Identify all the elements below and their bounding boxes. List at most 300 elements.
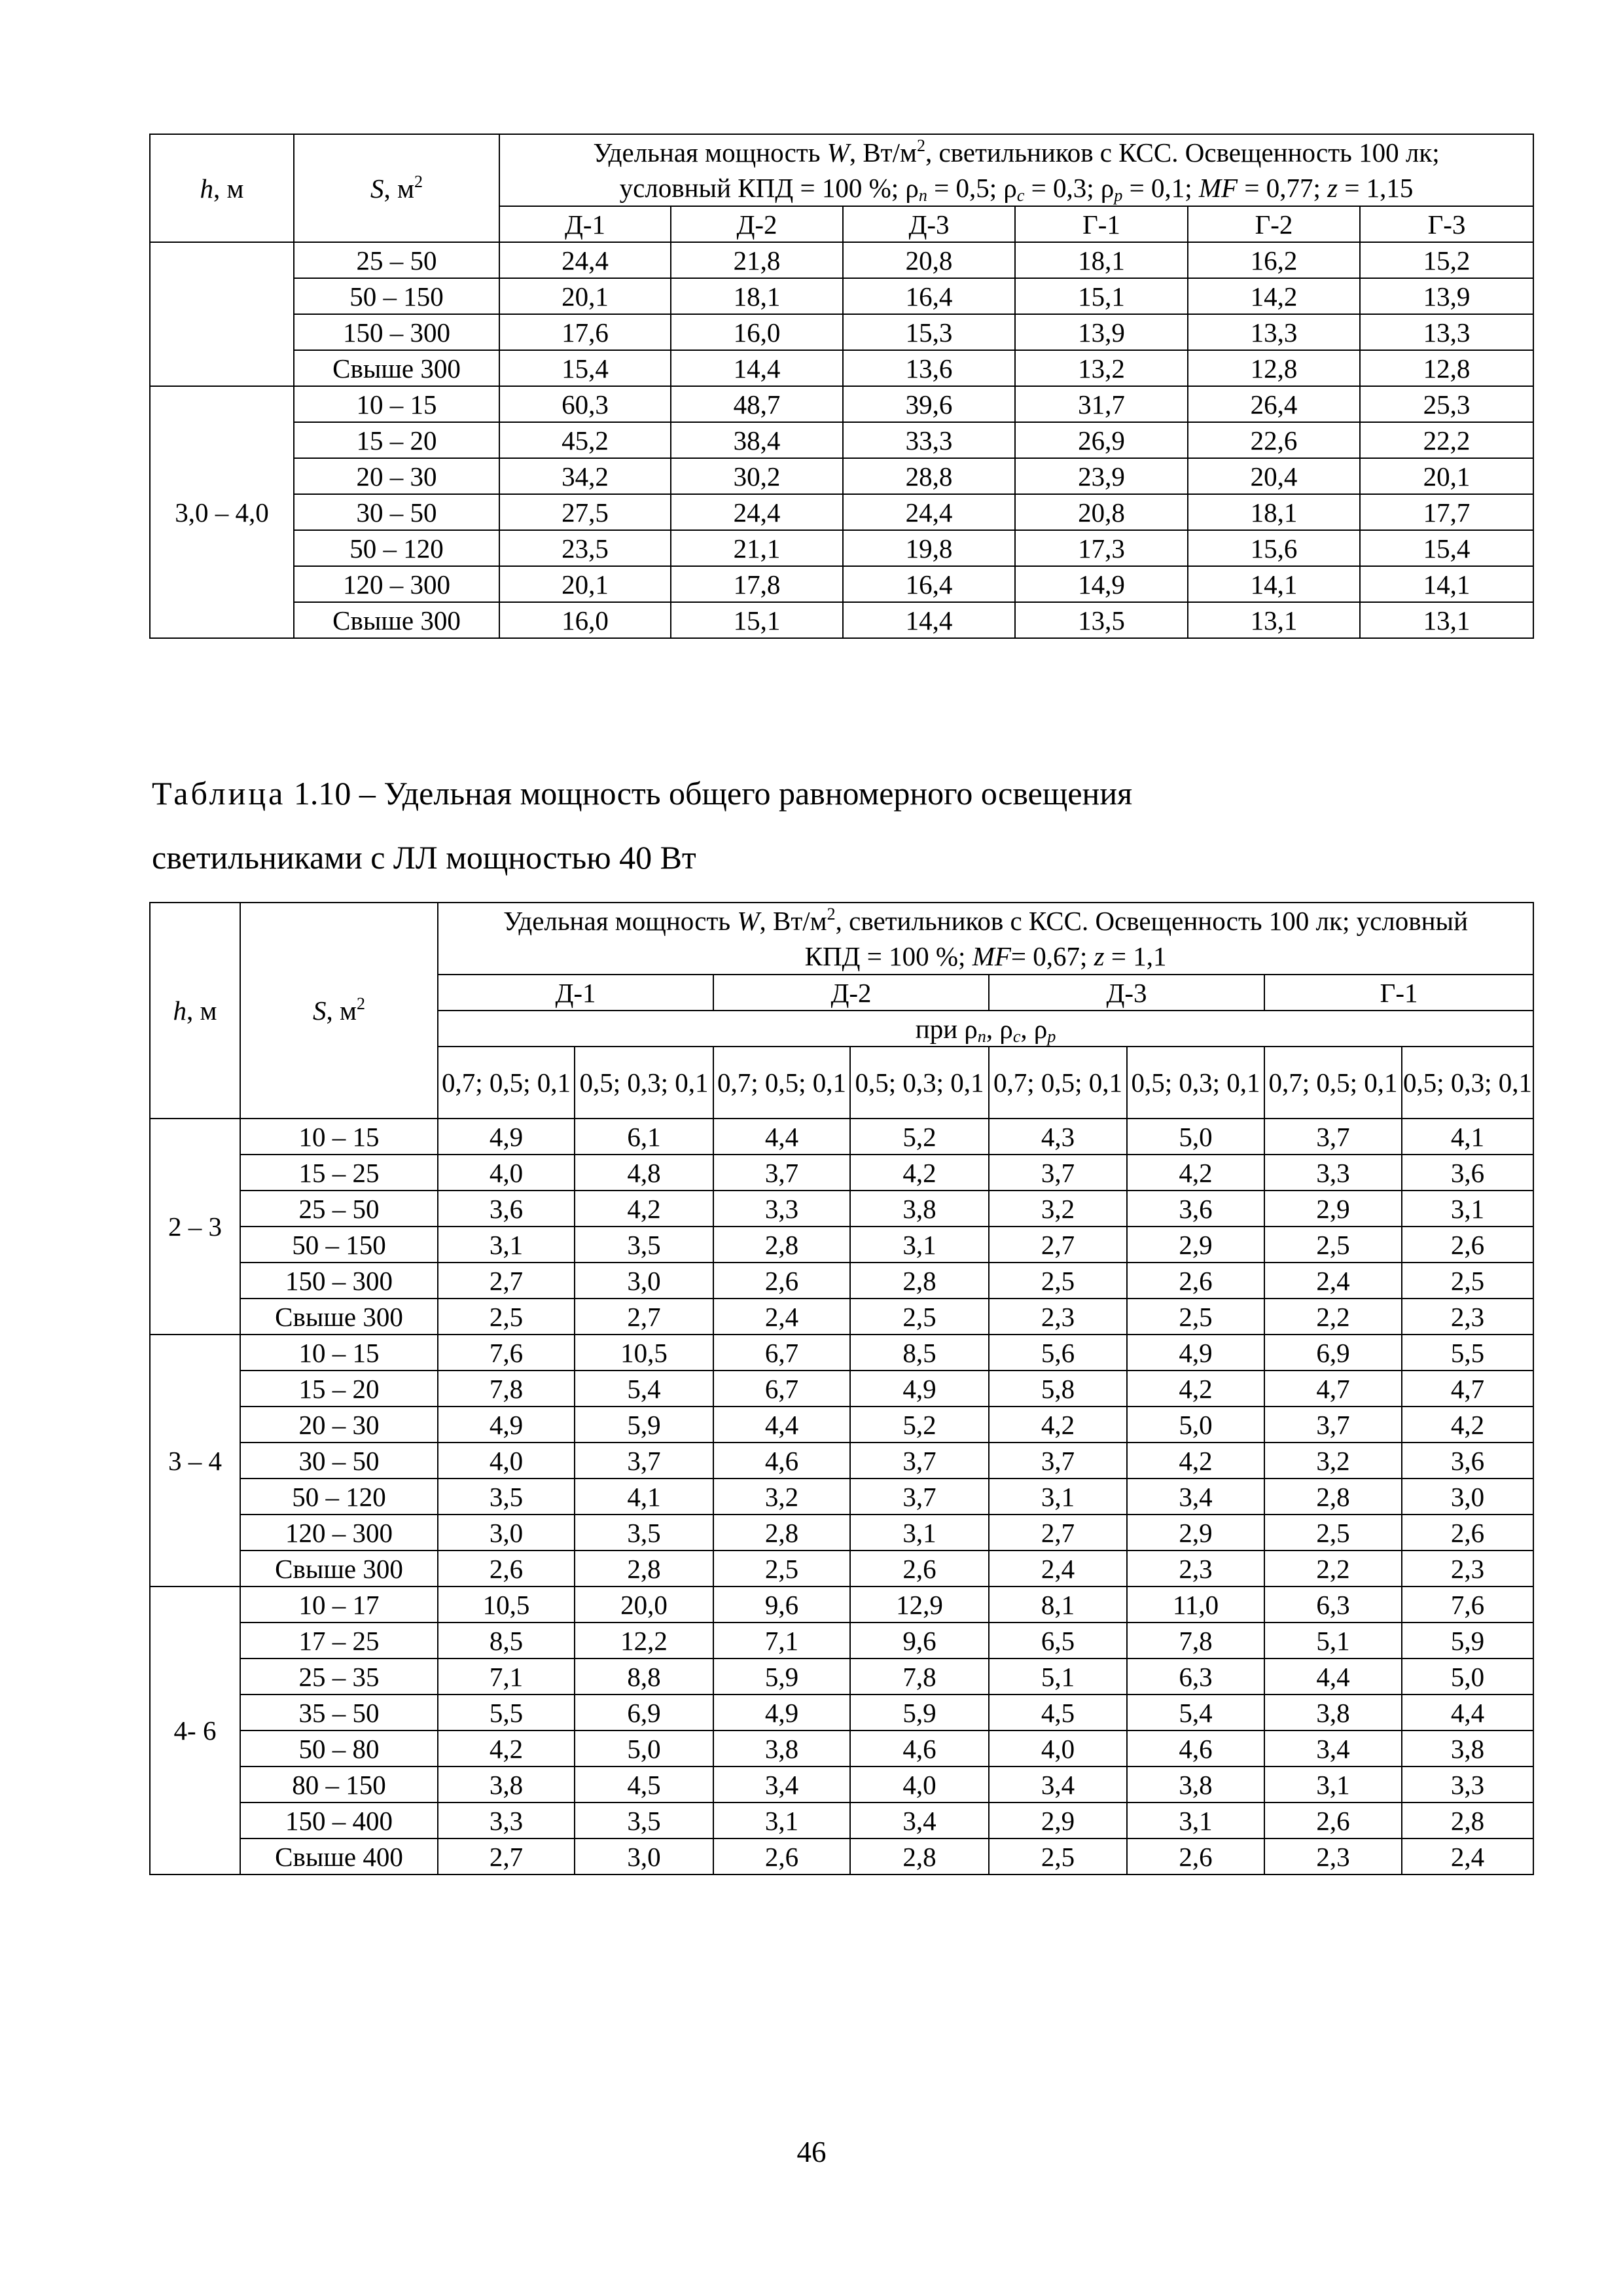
table-row (150, 314, 1533, 350)
value-cell: 15,1 (1015, 278, 1188, 314)
value-cell: 2,5 (850, 1299, 989, 1335)
value-cell: 3,3 (1402, 1767, 1533, 1803)
value-cell: 2,6 (1264, 1803, 1402, 1839)
value-cell: 2,9 (989, 1803, 1127, 1839)
value-cell: 6,9 (575, 1695, 713, 1731)
table-row (150, 1227, 1533, 1263)
value-cell: 15,2 (1360, 242, 1533, 278)
value-cell: 5,5 (438, 1695, 575, 1731)
value-cell: 38,4 (671, 422, 843, 458)
value-cell: 17,6 (499, 314, 671, 350)
area-range-cell: 10 – 15 (294, 386, 499, 422)
value-cell: 5,2 (850, 1119, 989, 1155)
value-cell: 12,9 (850, 1587, 989, 1623)
value-cell: 3,0 (438, 1515, 575, 1551)
value-cell: 3,6 (1402, 1155, 1533, 1191)
value-cell: 4,2 (1127, 1443, 1264, 1479)
value-cell: 3,1 (438, 1227, 575, 1263)
value-cell: 30,2 (671, 458, 843, 494)
value-cell: 6,3 (1264, 1587, 1402, 1623)
value-cell: 3,7 (989, 1155, 1127, 1191)
value-cell: 16,0 (499, 602, 671, 638)
value-cell: 3,1 (1127, 1803, 1264, 1839)
value-cell: 4,0 (850, 1767, 989, 1803)
column-header: Д-3 (843, 206, 1015, 242)
value-cell: 2,9 (1127, 1227, 1264, 1263)
value-cell: 23,9 (1015, 458, 1188, 494)
value-cell: 6,3 (1127, 1659, 1264, 1695)
area-range-cell: 50 – 150 (240, 1227, 438, 1263)
value-cell: 3,3 (1264, 1155, 1402, 1191)
value-cell: 3,7 (575, 1443, 713, 1479)
table-row (150, 1803, 1533, 1839)
header-description: Удельная мощность W, $Вт/м^2$, светильников с КСС. Освещенность 100 лк; условный (438, 903, 1533, 939)
value-cell: 2,5 (713, 1551, 850, 1587)
value-cell: 7,1 (713, 1623, 850, 1659)
value-cell: 3,2 (713, 1479, 850, 1515)
reflectance-subheader: 0,5; 0,3; 0,1 (575, 1047, 713, 1119)
value-cell: 18,1 (671, 278, 843, 314)
area-range-cell: 150 – 300 (294, 314, 499, 350)
value-cell: 10,5 (575, 1335, 713, 1371)
value-cell: 31,7 (1015, 386, 1188, 422)
value-cell: 2,6 (1402, 1515, 1533, 1551)
height-range-cell: 3 – 4 (150, 1335, 240, 1587)
value-cell: 13,5 (1015, 602, 1188, 638)
value-cell: 3,8 (1264, 1695, 1402, 1731)
table-row (150, 350, 1533, 386)
table-row (150, 566, 1533, 602)
area-range-cell: 15 – 20 (240, 1371, 438, 1407)
value-cell: 2,5 (1127, 1299, 1264, 1335)
value-cell: 3,5 (575, 1803, 713, 1839)
table-row (150, 1335, 1533, 1371)
value-cell: 7,8 (850, 1659, 989, 1695)
value-cell: 27,5 (499, 494, 671, 530)
value-cell: 7,1 (438, 1659, 575, 1695)
value-cell: 39,6 (843, 386, 1015, 422)
value-cell: 16,2 (1188, 242, 1360, 278)
value-cell: 4,9 (438, 1119, 575, 1155)
area-range-cell: 20 – 30 (240, 1407, 438, 1443)
area-range-cell: 50 – 120 (294, 530, 499, 566)
value-cell: 3,1 (850, 1227, 989, 1263)
value-cell: 14,1 (1188, 566, 1360, 602)
value-cell: 13,3 (1360, 314, 1533, 350)
value-cell: 4,6 (1127, 1731, 1264, 1767)
table-row (150, 422, 1533, 458)
value-cell: 4,5 (989, 1695, 1127, 1731)
value-cell: 13,3 (1188, 314, 1360, 350)
value-cell: 4,4 (713, 1407, 850, 1443)
page-number: 46 (796, 2136, 827, 2168)
value-cell: 18,1 (1015, 242, 1188, 278)
value-cell: 13,6 (843, 350, 1015, 386)
area-range-cell: 20 – 30 (294, 458, 499, 494)
value-cell: 5,8 (989, 1371, 1127, 1407)
value-cell: 10,5 (438, 1587, 575, 1623)
value-cell: 3,5 (575, 1515, 713, 1551)
value-cell: 3,1 (713, 1803, 850, 1839)
value-cell: 5,0 (1402, 1659, 1533, 1695)
value-cell: 4,4 (1402, 1695, 1533, 1731)
value-cell: 2,4 (1264, 1263, 1402, 1299)
value-cell: 2,3 (1402, 1551, 1533, 1587)
table-row (150, 1191, 1533, 1227)
value-cell: 5,0 (1127, 1119, 1264, 1155)
value-cell: 14,2 (1188, 278, 1360, 314)
value-cell: 2,3 (1264, 1839, 1402, 1874)
value-cell: 6,5 (989, 1623, 1127, 1659)
reflectance-subheader: 0,5; 0,3; 0,1 (1127, 1047, 1264, 1119)
value-cell: 15,1 (671, 602, 843, 638)
area-range-cell: 15 – 25 (240, 1155, 438, 1191)
value-cell: 2,7 (438, 1839, 575, 1874)
value-cell: 3,0 (575, 1263, 713, 1299)
value-cell: 5,9 (850, 1695, 989, 1731)
value-cell: 20,8 (843, 242, 1015, 278)
value-cell: 21,8 (671, 242, 843, 278)
area-range-cell: 150 – 400 (240, 1803, 438, 1839)
value-cell: 6,9 (1264, 1335, 1402, 1371)
area-range-cell: Свыше 300 (240, 1551, 438, 1587)
value-cell: 9,6 (850, 1623, 989, 1659)
value-cell: 4,0 (438, 1443, 575, 1479)
value-cell: 12,8 (1188, 350, 1360, 386)
table-row (150, 530, 1533, 566)
value-cell: 18,1 (1188, 494, 1360, 530)
area-range-cell: 150 – 300 (240, 1263, 438, 1299)
value-cell: 4,2 (989, 1407, 1127, 1443)
value-cell: 2,3 (989, 1299, 1127, 1335)
value-cell: 15,3 (843, 314, 1015, 350)
value-cell: 5,1 (989, 1659, 1127, 1695)
group-header: Д-3 (989, 975, 1264, 1011)
table-row (150, 1551, 1533, 1587)
value-cell: 4,2 (575, 1191, 713, 1227)
value-cell: 7,8 (1127, 1623, 1264, 1659)
value-cell: 13,1 (1188, 602, 1360, 638)
value-cell: 7,6 (1402, 1587, 1533, 1623)
value-cell: 16,4 (843, 566, 1015, 602)
value-cell: 7,8 (438, 1371, 575, 1407)
height-range-cell (150, 242, 294, 386)
height-range-cell: 3,0 – 4,0 (150, 386, 294, 638)
value-cell: 2,4 (1402, 1839, 1533, 1874)
value-cell: 6,7 (713, 1335, 850, 1371)
value-cell: 2,6 (1402, 1227, 1533, 1263)
header-description-conditions: КПД = 100 %; MF= 0,67; z = 1,1 (438, 939, 1533, 975)
value-cell: 5,1 (1264, 1623, 1402, 1659)
reflectance-subheader: 0,5; 0,3; 0,1 (850, 1047, 989, 1119)
value-cell: 5,9 (575, 1407, 713, 1443)
value-cell: 14,4 (843, 602, 1015, 638)
value-cell: 3,4 (713, 1767, 850, 1803)
value-cell: 12,8 (1360, 350, 1533, 386)
reflectance-subheader: 0,7; 0,5; 0,1 (989, 1047, 1127, 1119)
column-header: Д-2 (671, 206, 843, 242)
value-cell: 3,7 (850, 1443, 989, 1479)
column-header: Г-1 (1015, 206, 1188, 242)
value-cell: 4,2 (850, 1155, 989, 1191)
value-cell: 22,2 (1360, 422, 1533, 458)
value-cell: 4,9 (438, 1407, 575, 1443)
value-cell: 2,5 (1264, 1227, 1402, 1263)
value-cell: 5,0 (1127, 1407, 1264, 1443)
value-cell: 15,6 (1188, 530, 1360, 566)
area-range-cell: 10 – 15 (240, 1335, 438, 1371)
value-cell: 2,9 (1264, 1191, 1402, 1227)
area-range-cell: 25 – 50 (240, 1191, 438, 1227)
value-cell: 48,7 (671, 386, 843, 422)
column-header: Г-2 (1188, 206, 1360, 242)
value-cell: 4,7 (1264, 1371, 1402, 1407)
value-cell: 5,4 (1127, 1695, 1264, 1731)
value-cell: 24,4 (843, 494, 1015, 530)
reflectance-subheader: 0,7; 0,5; 0,1 (1264, 1047, 1402, 1119)
value-cell: 19,8 (843, 530, 1015, 566)
value-cell: 20,1 (499, 566, 671, 602)
value-cell: 3,6 (438, 1191, 575, 1227)
header-h: h, м (150, 903, 240, 1119)
table-row (150, 1299, 1533, 1335)
area-range-cell: 10 – 15 (240, 1119, 438, 1155)
table-row (150, 1371, 1533, 1407)
value-cell: 4,2 (1127, 1155, 1264, 1191)
reflectance-subheader: 0,7; 0,5; 0,1 (713, 1047, 850, 1119)
value-cell: 5,9 (713, 1659, 850, 1695)
value-cell: 4,0 (438, 1155, 575, 1191)
table-row (150, 1119, 1533, 1155)
value-cell: 3,8 (850, 1191, 989, 1227)
value-cell: 2,8 (713, 1515, 850, 1551)
value-cell: 2,8 (850, 1263, 989, 1299)
table-row (150, 1443, 1533, 1479)
value-cell: 2,8 (575, 1551, 713, 1587)
value-cell: 12,2 (575, 1623, 713, 1659)
value-cell: 4,6 (850, 1731, 989, 1767)
table-row (150, 1407, 1533, 1443)
value-cell: 3,3 (713, 1191, 850, 1227)
value-cell: 13,9 (1015, 314, 1188, 350)
value-cell: 3,1 (850, 1515, 989, 1551)
value-cell: 3,5 (438, 1479, 575, 1515)
value-cell: 24,4 (671, 494, 843, 530)
value-cell: 8,1 (989, 1587, 1127, 1623)
header-s: S, $м^2$ (240, 903, 438, 1119)
value-cell: 3,2 (1264, 1443, 1402, 1479)
area-range-cell: Свыше 300 (240, 1299, 438, 1335)
value-cell: 4,2 (438, 1731, 575, 1767)
value-cell: 4,1 (575, 1479, 713, 1515)
value-cell: 4,0 (989, 1731, 1127, 1767)
table-row (150, 602, 1533, 638)
value-cell: 2,5 (989, 1263, 1127, 1299)
value-cell: 20,4 (1188, 458, 1360, 494)
table-row (150, 1659, 1533, 1695)
value-cell: 5,2 (850, 1407, 989, 1443)
value-cell: 3,7 (713, 1155, 850, 1191)
header-h: h, м (150, 134, 294, 242)
value-cell: 14,9 (1015, 566, 1188, 602)
area-range-cell: 25 – 35 (240, 1659, 438, 1695)
value-cell: 5,6 (989, 1335, 1127, 1371)
value-cell: 3,7 (850, 1479, 989, 1515)
table-row (150, 1731, 1533, 1767)
value-cell: 3,8 (1127, 1767, 1264, 1803)
value-cell: 2,2 (1264, 1551, 1402, 1587)
reflectance-subheader: 0,7; 0,5; 0,1 (438, 1047, 575, 1119)
table-row (150, 1479, 1533, 1515)
group-header: Д-2 (713, 975, 989, 1011)
table-row (150, 1587, 1533, 1623)
value-cell: 20,1 (499, 278, 671, 314)
value-cell: 6,7 (713, 1371, 850, 1407)
value-cell: 2,7 (575, 1299, 713, 1335)
value-cell: 13,1 (1360, 602, 1533, 638)
value-cell: 16,0 (671, 314, 843, 350)
height-range-cell: 2 – 3 (150, 1119, 240, 1335)
value-cell: 3,7 (989, 1443, 1127, 1479)
value-cell: 2,3 (1402, 1299, 1533, 1335)
value-cell: 2,2 (1264, 1299, 1402, 1335)
value-cell: 34,2 (499, 458, 671, 494)
value-cell: 2,8 (1264, 1479, 1402, 1515)
value-cell: 9,6 (713, 1587, 850, 1623)
value-cell: 60,3 (499, 386, 671, 422)
value-cell: 2,8 (850, 1839, 989, 1874)
value-cell: 4,9 (850, 1371, 989, 1407)
table-caption: Таблица 1.10 – Удельная мощность общего равномерного освещения (152, 775, 1133, 812)
value-cell: 3,1 (989, 1479, 1127, 1515)
value-cell: 20,1 (1360, 458, 1533, 494)
value-cell: 2,5 (989, 1839, 1127, 1874)
table-row (150, 386, 1533, 422)
value-cell: 3,4 (1264, 1731, 1402, 1767)
value-cell: 4,3 (989, 1119, 1127, 1155)
area-range-cell: 50 – 120 (240, 1479, 438, 1515)
header-description: Удельная мощность W, $Вт/м^2$, светильников с КСС. Освещенность 100 лк; (499, 134, 1533, 170)
value-cell: 2,3 (1127, 1551, 1264, 1587)
value-cell: 33,3 (843, 422, 1015, 458)
column-header: Г-3 (1360, 206, 1533, 242)
area-range-cell: 120 – 300 (240, 1515, 438, 1551)
area-range-cell: 120 – 300 (294, 566, 499, 602)
area-range-cell: Свыше 400 (240, 1839, 438, 1874)
value-cell: 17,7 (1360, 494, 1533, 530)
value-cell: 14,1 (1360, 566, 1533, 602)
table-row (150, 1839, 1533, 1874)
value-cell: 3,7 (1264, 1119, 1402, 1155)
value-cell: 4,1 (1402, 1119, 1533, 1155)
value-cell: 16,4 (843, 278, 1015, 314)
value-cell: 14,4 (671, 350, 843, 386)
value-cell: 2,6 (713, 1839, 850, 1874)
value-cell: 4,8 (575, 1155, 713, 1191)
value-cell: 17,3 (1015, 530, 1188, 566)
area-range-cell: 30 – 50 (240, 1443, 438, 1479)
value-cell: 20,0 (575, 1587, 713, 1623)
value-cell: 3,4 (850, 1803, 989, 1839)
value-cell: 5,9 (1402, 1623, 1533, 1659)
area-range-cell: 30 – 50 (294, 494, 499, 530)
value-cell: 3,7 (1264, 1407, 1402, 1443)
area-range-cell: 10 – 17 (240, 1587, 438, 1623)
table-row (150, 1695, 1533, 1731)
value-cell: 4,4 (713, 1119, 850, 1155)
table-continuation (149, 134, 1534, 639)
value-cell: 2,8 (1402, 1803, 1533, 1839)
table-caption-line2: светильниками с ЛЛ мощностью 40 Вт (152, 839, 696, 876)
value-cell: 3,0 (575, 1839, 713, 1874)
value-cell: 3,3 (438, 1803, 575, 1839)
value-cell: 2,7 (989, 1227, 1127, 1263)
table-row (150, 458, 1533, 494)
value-cell: 4,5 (575, 1767, 713, 1803)
group-header: Д-1 (438, 975, 713, 1011)
value-cell: 21,1 (671, 530, 843, 566)
value-cell: 6,1 (575, 1119, 713, 1155)
value-cell: 2,5 (438, 1299, 575, 1335)
value-cell: 2,4 (989, 1551, 1127, 1587)
value-cell: 4,2 (1402, 1407, 1533, 1443)
value-cell: 2,6 (438, 1551, 575, 1587)
value-cell: 8,5 (438, 1623, 575, 1659)
value-cell: 24,4 (499, 242, 671, 278)
value-cell: 3,6 (1127, 1191, 1264, 1227)
value-cell: 7,6 (438, 1335, 575, 1371)
table-row (150, 1155, 1533, 1191)
value-cell: 4,7 (1402, 1371, 1533, 1407)
table-row (150, 494, 1533, 530)
area-range-cell: 50 – 150 (294, 278, 499, 314)
area-range-cell: 80 – 150 (240, 1767, 438, 1803)
column-header: Д-1 (499, 206, 671, 242)
value-cell: 3,8 (713, 1731, 850, 1767)
table-row (150, 1623, 1533, 1659)
table-row (150, 242, 1533, 278)
value-cell: 2,6 (713, 1263, 850, 1299)
value-cell: 15,4 (1360, 530, 1533, 566)
area-range-cell: 50 – 80 (240, 1731, 438, 1767)
header-description-conditions: условный КПД = 100 %; $\rho_п = 0,5$; $\rho_с = 0,3$; $\rho_р = 0,1$; MF = 0,77; z = 1,15 (499, 170, 1533, 206)
value-cell: 3,1 (1264, 1767, 1402, 1803)
value-cell: 45,2 (499, 422, 671, 458)
value-cell: 4,6 (713, 1443, 850, 1479)
value-cell: 26,9 (1015, 422, 1188, 458)
value-cell: 8,8 (575, 1659, 713, 1695)
value-cell: 3,1 (1402, 1191, 1533, 1227)
value-cell: 13,2 (1015, 350, 1188, 386)
value-cell: 15,4 (499, 350, 671, 386)
table-row (150, 1767, 1533, 1803)
value-cell: 3,8 (1402, 1731, 1533, 1767)
value-cell: 13,9 (1360, 278, 1533, 314)
value-cell: 2,8 (713, 1227, 850, 1263)
header-s: S, $м^2$ (294, 134, 499, 242)
area-range-cell: 35 – 50 (240, 1695, 438, 1731)
value-cell: 3,2 (989, 1191, 1127, 1227)
area-range-cell: Свыше 300 (294, 350, 499, 386)
value-cell: 2,5 (1402, 1263, 1533, 1299)
value-cell: 26,4 (1188, 386, 1360, 422)
value-cell: 3,4 (1127, 1479, 1264, 1515)
value-cell: 28,8 (843, 458, 1015, 494)
value-cell: 5,0 (575, 1731, 713, 1767)
value-cell: 8,5 (850, 1335, 989, 1371)
area-range-cell: 15 – 20 (294, 422, 499, 458)
value-cell: 2,5 (1264, 1515, 1402, 1551)
